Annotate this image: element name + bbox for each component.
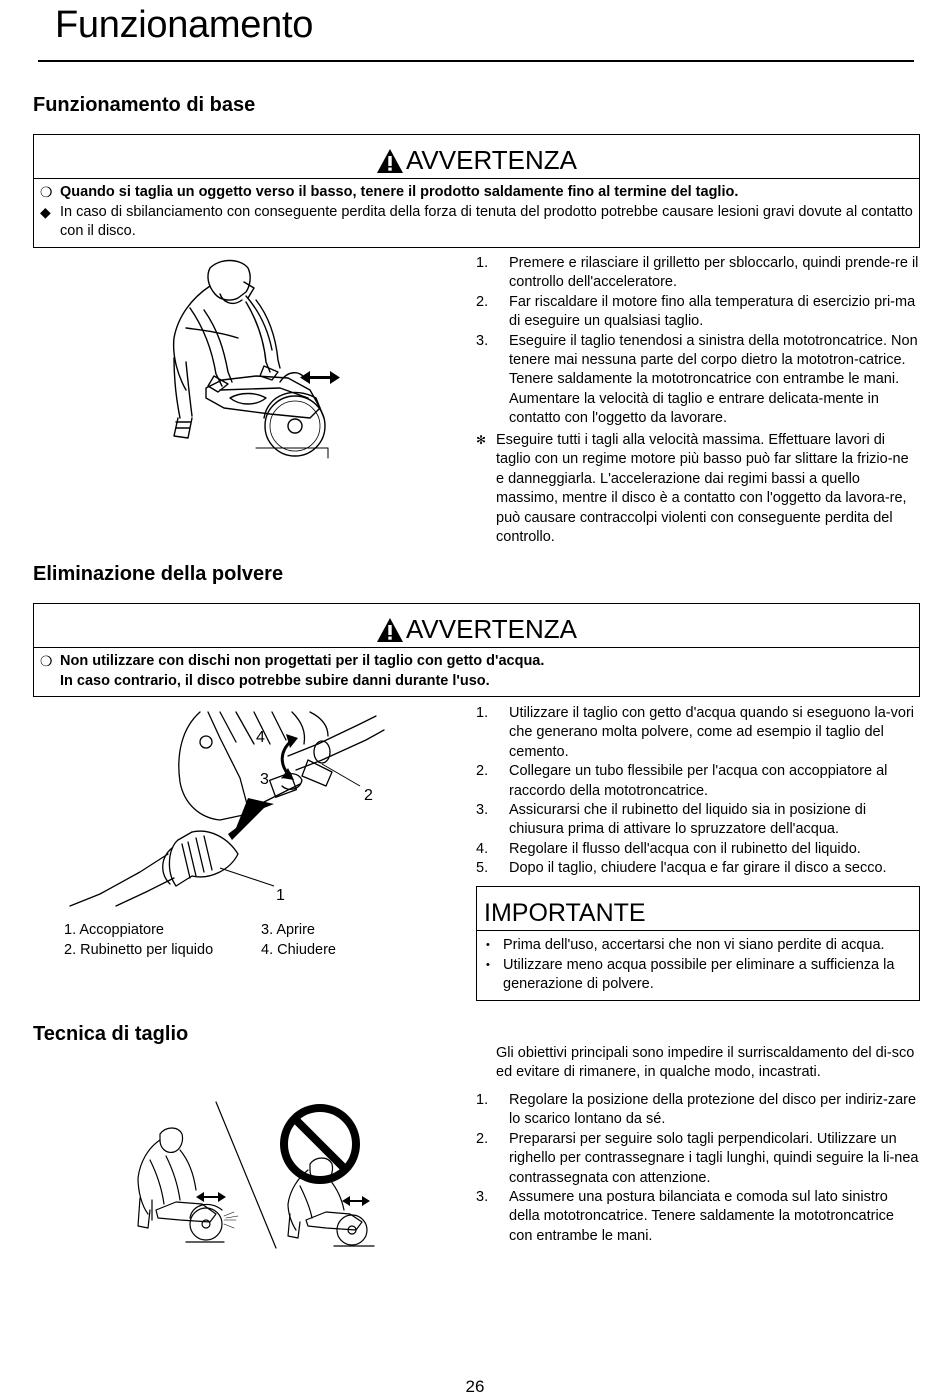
dot-bullet-icon: • bbox=[486, 939, 490, 951]
list-item bbox=[476, 254, 920, 293]
step-text: Prepararsi per seguire solo tagli perpendicolari. Utilizzare un righello per contrassegnare i tagli lunghi, quindi seguire la li-nea contrassegnata con attenzione. bbox=[509, 1130, 919, 1186]
step-text: Assumere una postura bilanciata e comoda sul lato sinistro della mototroncatrice. Tenere saldamente la mototroncatrice con entrambe le mani. bbox=[509, 1189, 894, 1244]
step-number: 1. bbox=[476, 255, 489, 271]
warning-title bbox=[34, 614, 919, 645]
list-item bbox=[476, 1130, 920, 1188]
list-item bbox=[476, 859, 920, 878]
cutting-intro: Gli obiettivi principali sono impedire il surriscaldamento del di-sco ed evitare di rimanere, in qualche modo, incastrati. bbox=[496, 1045, 915, 1081]
circle-bullet-icon: ❍ bbox=[40, 184, 53, 200]
list-item bbox=[476, 704, 920, 762]
note-text: Eseguire tutti i tagli alla velocità massima. Effettuare lavori di taglio con un regime motore più basso può far slittare la frizio-ne e danneggiarla. L'accelerazione dai regimi bassi a quello massimo, mentre il disco è a contatto con l'oggetto da lavora-re, può causare contraccolpi violenti con conseguente perdita del controllo. bbox=[496, 432, 909, 546]
legend-item: 2. Rubinetto per liquido bbox=[64, 941, 214, 958]
step-number: 3. bbox=[476, 332, 489, 349]
step-text: Dopo il taglio, chiudere l'acqua e far girare il disco a secco. bbox=[509, 860, 887, 877]
step-number: 4. bbox=[476, 840, 489, 857]
warning-line bbox=[40, 183, 913, 203]
step-number: 1. bbox=[476, 1092, 489, 1108]
legend-item: 4. Chiudere bbox=[261, 941, 336, 958]
diamond-bullet-icon: ◆ bbox=[40, 203, 51, 220]
basic-steps-list bbox=[476, 254, 920, 429]
list-item bbox=[476, 332, 920, 429]
posture-comparison-illustration bbox=[130, 1100, 380, 1250]
warning-text: Non utilizzare con dischi non progettati per il taglio con getto d'acqua. bbox=[60, 653, 545, 669]
step-number: 1. bbox=[476, 705, 489, 721]
step-text: Assicurarsi che il rubinetto del liquido sia in posizione di chiusura prima di attivare lo spruzzatore dell'acqua. bbox=[509, 802, 867, 838]
list-item bbox=[476, 293, 920, 332]
important-body bbox=[477, 931, 919, 995]
warning-body bbox=[34, 648, 919, 697]
legend-item: 3. Aprire bbox=[261, 922, 315, 938]
warning-box-basic bbox=[33, 134, 920, 248]
important-line bbox=[484, 936, 913, 956]
prohibition-icon bbox=[284, 1108, 356, 1180]
legend-item: 1. Accoppiatore bbox=[64, 922, 164, 938]
warning-title-row bbox=[34, 135, 919, 179]
warning-title-text: AVVERTENZA bbox=[406, 145, 577, 175]
section-heading-dust-removal: Eliminazione della polvere bbox=[33, 563, 284, 585]
warning-title-text: AVVERTENZA bbox=[406, 614, 577, 644]
dot-bullet-icon: • bbox=[486, 958, 490, 971]
callout-4: 4 bbox=[256, 729, 265, 746]
step-text: Utilizzare il taglio con getto d'acqua quando si eseguono la-vori che generano molta polvere, come ad esempio il taglio del cemento. bbox=[509, 705, 914, 760]
warning-title bbox=[34, 145, 919, 176]
step-text: Eseguire il taglio tenendosi a sinistra della mototroncatrice. Non tenere mai nessuna parte del corpo dietro la mototron-catrice. Tenere saldamente la mototroncatrice con entrambe le mani. Aumentare la velocità di taglio e entrare delicata-mente in contatto con l'oggetto da lavorare. bbox=[509, 332, 918, 427]
warning-body bbox=[34, 179, 919, 248]
important-box bbox=[476, 886, 920, 1001]
cutting-steps-list bbox=[476, 1091, 920, 1246]
warning-text: In caso contrario, il disco potrebbe subire danni durante l'uso. bbox=[60, 672, 490, 689]
list-item bbox=[476, 1091, 920, 1130]
step-text: Collegare un tubo flessibile per l'acqua con accoppiatore al raccordo della mototroncatrice. bbox=[509, 763, 888, 799]
warning-triangle-icon bbox=[376, 148, 404, 174]
warning-line bbox=[40, 203, 913, 242]
section-heading-basic-operation: Funzionamento di base bbox=[33, 94, 256, 116]
important-line bbox=[484, 956, 913, 995]
legend-col-2 bbox=[261, 921, 336, 960]
warning-title-row bbox=[34, 604, 919, 648]
callout-1: 1 bbox=[276, 887, 285, 904]
important-title: IMPORTANTE bbox=[477, 887, 919, 931]
warning-box-dust bbox=[33, 603, 920, 697]
step-number: 5. bbox=[476, 860, 489, 877]
step-text: Regolare il flusso dell'acqua con il rubinetto del liquido. bbox=[509, 840, 861, 857]
step-text: Regolare la posizione della protezione del disco per indiriz-zare lo scarico lontano da sé. bbox=[509, 1092, 917, 1128]
operator-cutting-illustration bbox=[160, 258, 360, 468]
callout-2: 2 bbox=[364, 787, 373, 804]
circle-bullet-icon: ❍ bbox=[40, 653, 53, 669]
step-number: 2. bbox=[476, 1130, 489, 1147]
list-item bbox=[476, 1188, 920, 1246]
section-heading-cutting-technique: Tecnica di taglio bbox=[33, 1023, 189, 1045]
page-title: Funzionamento bbox=[55, 4, 314, 46]
list-item bbox=[476, 801, 920, 840]
step-text: Far riscaldare il motore fino alla temperatura di esercizio pri-ma di eseguire un qualsiasi taglio. bbox=[509, 293, 916, 330]
important-text: Utilizzare meno acqua possibile per eliminare a sufficienza la generazione di polvere. bbox=[503, 956, 895, 992]
list-item bbox=[476, 762, 920, 801]
warning-text: In caso di sbilanciamento con conseguente perdita della forza di tenuta del prodotto potrebbe causare lesioni gravi dovute al contatto con il disco. bbox=[60, 203, 913, 239]
warning-line bbox=[40, 672, 913, 692]
title-rule bbox=[38, 60, 914, 62]
warning-text: Quando si taglia un oggetto verso il basso, tenere il prodotto saldamente fino al termine del taglio. bbox=[60, 184, 739, 200]
water-coupling-illustration bbox=[60, 708, 420, 908]
basic-note bbox=[476, 431, 920, 547]
step-text: Premere e rilasciare il grilletto per sbloccarlo, quindi prende-re il controllo dell'acceleratore. bbox=[509, 255, 919, 291]
important-text: Prima dell'uso, accertarsi che non vi siano perdite di acqua. bbox=[503, 937, 885, 953]
legend-col-1 bbox=[64, 921, 213, 960]
warning-line bbox=[40, 652, 913, 672]
step-number: 2. bbox=[476, 763, 489, 780]
list-item bbox=[476, 840, 920, 859]
step-number: 3. bbox=[476, 1189, 489, 1206]
warning-triangle-icon bbox=[376, 617, 404, 643]
page-number: 26 bbox=[465, 1377, 485, 1395]
step-number: 3. bbox=[476, 802, 489, 819]
callout-3: 3 bbox=[260, 771, 269, 788]
dust-steps-list bbox=[476, 704, 920, 879]
step-number: 2. bbox=[476, 293, 489, 310]
asterisk-icon: ✻ bbox=[476, 433, 487, 447]
